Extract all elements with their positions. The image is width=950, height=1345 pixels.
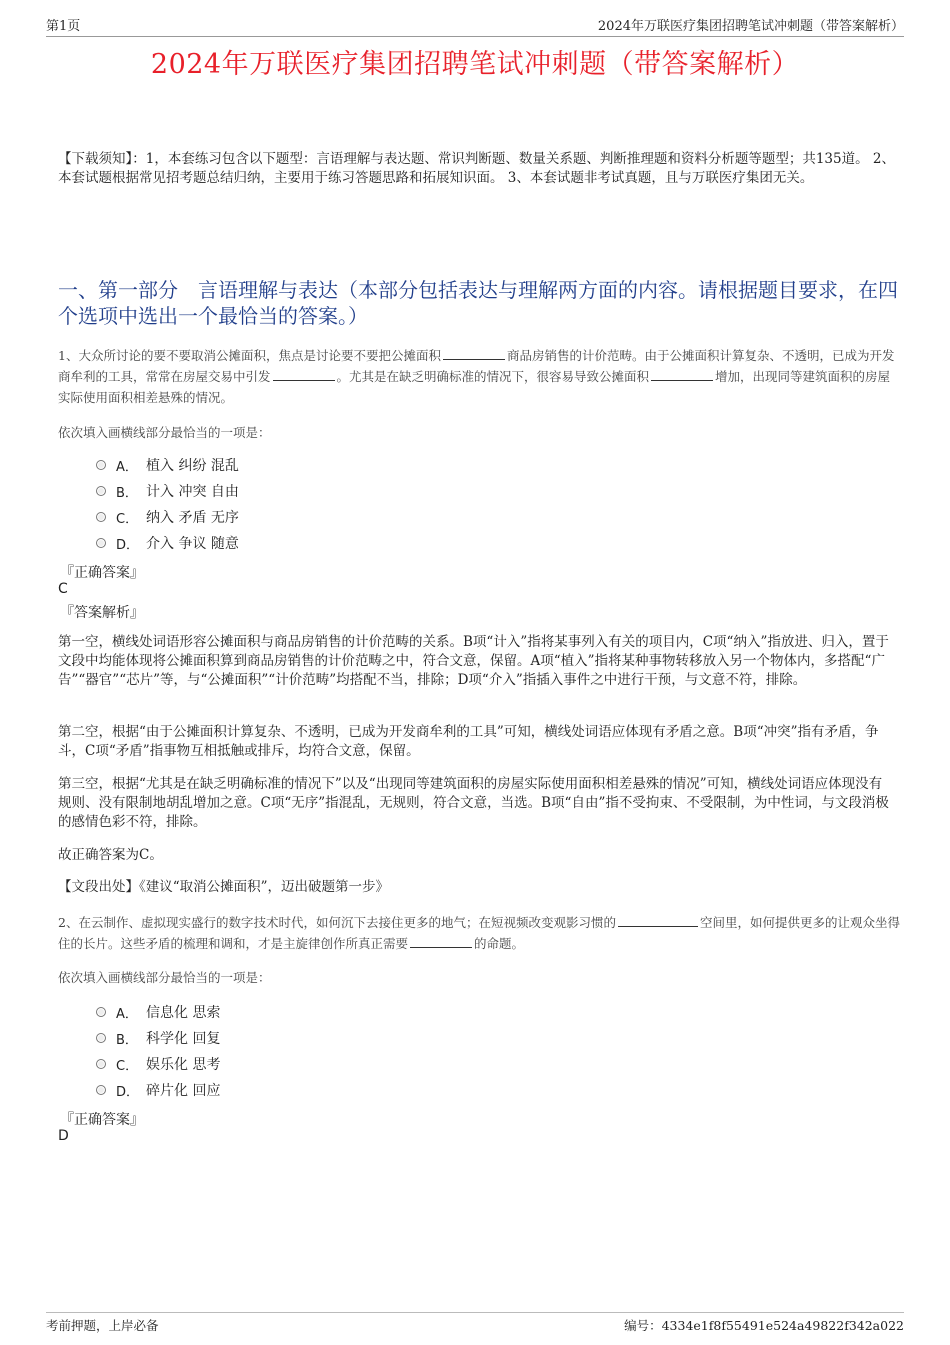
question-1-hint: 依次填入画横线部分最恰当的一项是： — [58, 425, 271, 440]
fill-blank — [273, 368, 335, 381]
analysis-paragraph: 第一空，横线处词语形容公摊面积与商品房销售的计价范畴的关系。B项“计入”指将某事列入有关的项目内，C项“纳入”指放进、归入，置于文段中均能体现将公摊面积算到商品房销售的计价范畴之中，符合文意，保留。A项“植入”指将某种事物转移放入另一个物体内，多搭配“广告”“器官”“芯片”等，与“公摊面积”“计价范畴”均搭配不当，排除；D项“介入”指插入事件之中进行干预，与文意不符，排除。 — [58, 634, 889, 688]
radio-button[interactable] — [96, 1007, 106, 1017]
section-heading: 一、第一部分 言语理解与表达（本部分包括表达与理解两方面的内容。请根据题目要求，在四个选项中选出一个最恰当的答案。） — [58, 278, 898, 328]
option-letter: A． — [116, 459, 138, 475]
q1-text-part: 1、大众所讨论的要不要取消公摊面积，焦点是讨论要不要把公摊面积 — [58, 348, 441, 363]
option-letter: C． — [116, 1058, 139, 1074]
option-letter: D． — [116, 1084, 140, 1100]
source-citation: 【文段出处】《建议“取消公摊面积”，迈出破题第一步》 — [58, 879, 390, 895]
option-d[interactable] — [96, 1077, 220, 1103]
page-number: 第1页 — [46, 19, 81, 34]
option-letter: C． — [116, 511, 139, 527]
download-notice: 【下载须知】：1，本套练习包含以下题型：言语理解与表达题、常识判断题、数量关系题、判断推理题和资料分析题等题型；共135道。 2、本套试题根据常见招考题总结归纳，主要用于练习答题思路和拓展知识面。 3、本套试题非考试真题，且与万联医疗集团无关。 — [58, 151, 895, 186]
option-d[interactable] — [96, 530, 239, 556]
question-2-options — [96, 999, 220, 1103]
option-letter: A． — [116, 1006, 138, 1022]
option-text: 娱乐化 思考 — [146, 1057, 221, 1073]
option-letter: B． — [116, 485, 138, 501]
option-text: 碎片化 回应 — [146, 1083, 221, 1099]
option-text: 介入 争议 随意 — [146, 536, 239, 552]
option-a[interactable] — [96, 999, 220, 1025]
answer-label: 『正确答案』 — [60, 565, 144, 581]
option-a[interactable] — [96, 452, 239, 478]
fill-blank — [618, 914, 698, 927]
analysis-label: 『答案解析』 — [60, 605, 144, 621]
document-id: 编号：4334e1f8f55491e524a49822f342a022 — [624, 1318, 904, 1333]
q2-text-part: 的命题。 — [474, 936, 525, 951]
header-doc-name: 2024年万联医疗集团招聘笔试冲刺题（带答案解析） — [597, 19, 904, 34]
q1-text-part: 增加，出现同等建筑面积的房屋实际使用面积相差悬殊的情况。 — [58, 369, 891, 405]
q2-text-part: 空间里，如何提供更多的让观众坐得住的长片。这些矛盾的梳理和调和，才是主旋律创作所真正需要 — [58, 915, 900, 951]
option-text: 计入 冲突 自由 — [146, 484, 239, 500]
analysis-conclusion: 故正确答案为C。 — [58, 847, 163, 863]
option-text: 植入 纠纷 混乱 — [146, 458, 239, 474]
analysis-paragraph: 第三空，根据“尤其是在缺乏明确标准的情况下”以及“出现同等建筑面积的房屋实际使用面积相差悬殊的情况”可知，横线处词语应体现没有规则、没有限制地胡乱增加之意。C项“无序”指混乱，无规则，符合文意，当选。B项“自由”指不受拘束、不受限制，为中性词，与文段消极的感情色彩不符，排除。 — [58, 776, 889, 830]
radio-button[interactable] — [96, 486, 106, 496]
question-1-options — [96, 452, 239, 556]
option-c[interactable] — [96, 1051, 220, 1077]
question-2-text — [58, 912, 900, 954]
document-title: 2024年万联医疗集团招聘笔试冲刺题（带答案解析） — [150, 49, 800, 80]
q1-text-part: 。尤其是在缺乏明确标准的情况下，很容易导致公摊面积 — [336, 369, 650, 384]
radio-button[interactable] — [96, 1059, 106, 1069]
fill-blank — [651, 368, 713, 381]
question-2-hint: 依次填入画横线部分最恰当的一项是： — [58, 970, 271, 985]
q1-text-part: 商品房销售的计价范畴。由于公摊面积计算复杂、不透明，已成为开发商牟利的工具，常常在房屋交易中引发 — [58, 348, 895, 384]
option-c[interactable] — [96, 504, 239, 530]
radio-button[interactable] — [96, 538, 106, 548]
radio-button[interactable] — [96, 512, 106, 522]
option-letter: B． — [116, 1032, 138, 1048]
analysis-paragraph: 第二空，根据“由于公摊面积计算复杂、不透明，已成为开发商牟利的工具”可知，横线处词语应体现有矛盾之意。B项“冲突”指有矛盾，争斗，C项“矛盾”指事物互相抵触或排斥，均符合文意，保留。 — [58, 724, 879, 759]
option-text: 纳入 矛盾 无序 — [146, 510, 239, 526]
question-1-text — [58, 345, 900, 408]
page-header — [46, 14, 904, 37]
radio-button[interactable] — [96, 1085, 106, 1095]
fill-blank — [410, 935, 472, 948]
page-footer — [46, 1312, 904, 1334]
option-text: 科学化 回复 — [146, 1031, 221, 1047]
footer-slogan: 考前押题，上岸必备 — [46, 1318, 159, 1333]
q2-text-part: 2、在云制作、虚拟现实盛行的数字技术时代，如何沉下去接住更多的地气；在短视频改变观影习惯的 — [58, 915, 616, 930]
answer-value: C — [58, 581, 68, 597]
option-letter: D． — [116, 537, 140, 553]
answer-label: 『正确答案』 — [60, 1112, 144, 1128]
option-b[interactable] — [96, 1025, 220, 1051]
fill-blank — [443, 347, 505, 360]
option-b[interactable] — [96, 478, 239, 504]
option-text: 信息化 思索 — [146, 1005, 221, 1021]
radio-button[interactable] — [96, 460, 106, 470]
answer-value: D — [58, 1128, 69, 1144]
radio-button[interactable] — [96, 1033, 106, 1043]
